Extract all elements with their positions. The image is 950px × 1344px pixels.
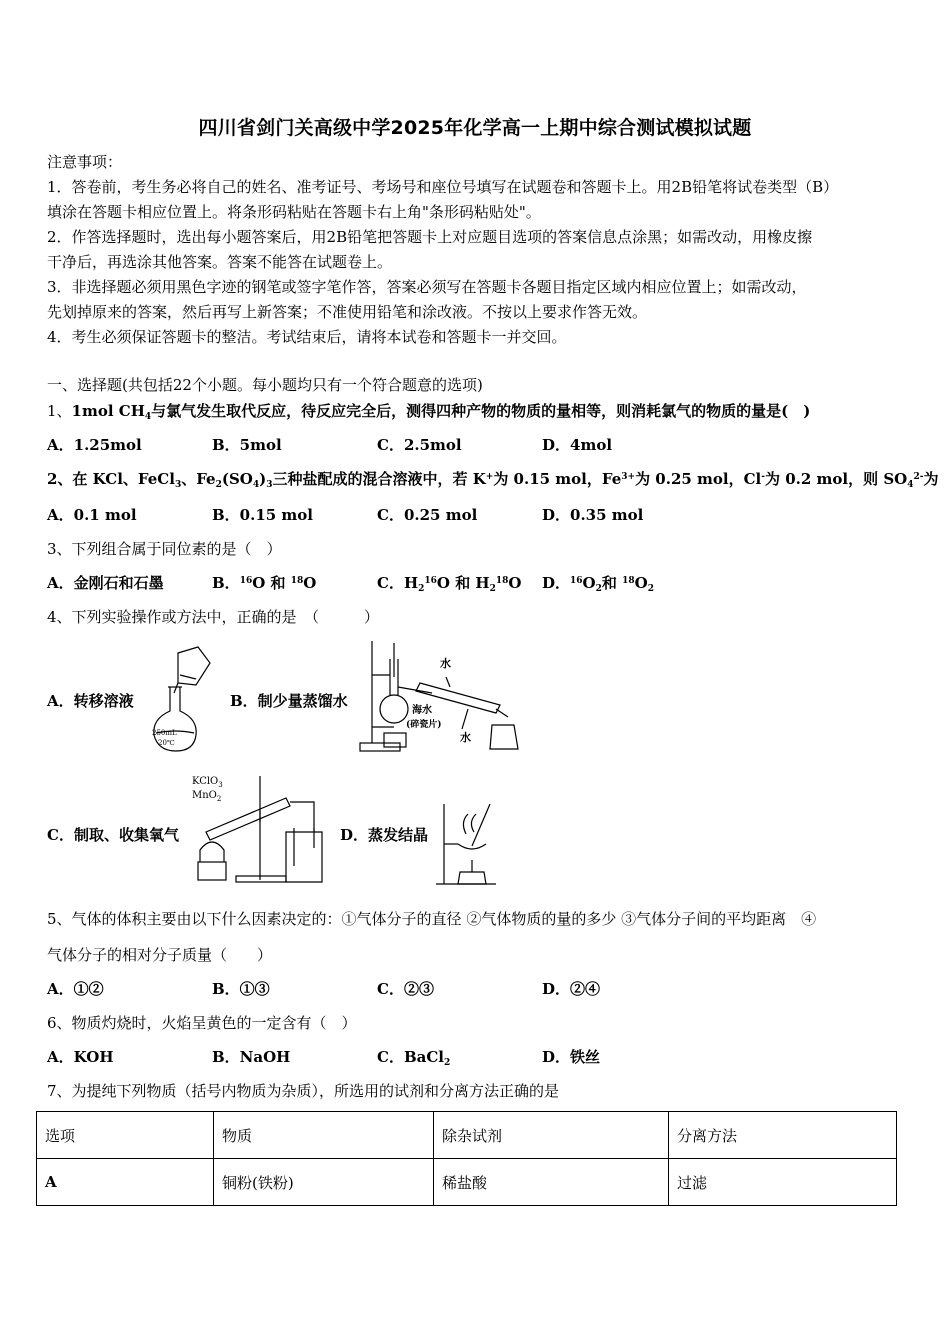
figure-evaporation [434, 800, 498, 886]
question-5-option-b: B．①③ [212, 980, 270, 998]
notice-line: 干净后，再选涂其他答案。答案不能答在试题卷上。 [47, 253, 393, 271]
question-1-option-b: B．5mol [212, 436, 282, 454]
question-6-option-b: B．NaOH [212, 1048, 291, 1066]
svg-text:KClO3: KClO$_3$ [192, 776, 223, 789]
notice-line: 4．考生必须保证答题卡的整洁。考试结束后，请将本试卷和答题卡一并交回。 [47, 328, 567, 346]
notice-line: 2．作答选择题时，选出每小题答案后，用2B铅笔把答题卡上对应题目选项的答案信息点涂黑；如需改动，用橡皮擦 [47, 228, 813, 246]
question-6-stem: 6、物质灼烧时，火焰呈黄色的一定含有（ ） [47, 1014, 357, 1032]
question-5-option-a: A．①② [47, 980, 104, 998]
page-title: 四川省剑门关高级中学2025年化学高一上期中综合测试模拟试题 [198, 117, 752, 139]
notice-line: 填涂在答题卡相应位置上。将条形码粘贴在答题卡右上角"条形码粘贴处"。 [47, 203, 541, 221]
question-5-stem: 5、气体的体积主要由以下什么因素决定的：①气体分子的直径 ②气体物质的量的多少 ③气体分子间的平均距离 ④ [47, 910, 817, 928]
question-1-option-c: C．2.5mol [377, 436, 462, 454]
svg-text:250mL: 250mL [152, 729, 177, 737]
question-1-option-d: D．4mol [542, 436, 613, 454]
notice-line: 1．答卷前，考生务必将自己的姓名、准考证号、考场号和座位号填写在试题卷和答题卡上。用2B铅笔将试卷类型（B） [47, 178, 839, 196]
question-2-stem: 2、在 KCl、FeCl$_3$、$Fe_2(SO_4)_3$三种盐配成的混合溶液中，若 K+为 0.15 mol，$Fe^{3+}$为 0.25 mol，Cl-为 0.2 mol，则 $SO_4^{2-}$为 [47, 470, 939, 490]
question-3-option-a: A．金刚石和石墨 [47, 574, 164, 592]
notice-heading: 注意事项： [47, 153, 123, 171]
figure-oxygen-collection [190, 770, 326, 886]
question-2-option-d: D．0.35 mol [542, 506, 644, 524]
question-5-option-c: C．②③ [377, 980, 434, 998]
table-header-cell: 分离方法 [669, 1112, 897, 1159]
question-6-option-a: A．KOH [47, 1048, 114, 1066]
question-4-stem: 4、下列实验操作或方法中，正确的是 （ ） [47, 608, 380, 626]
table-cell: 稀盐酸 [434, 1159, 669, 1206]
question-1-option-a: A．1.25mol [47, 436, 142, 454]
question-2-option-a: A．0.1 mol [47, 506, 137, 524]
table-row [37, 1159, 897, 1206]
table-cell: 铜粉(铁粉) [214, 1159, 434, 1206]
notice-line: 3．非选择题必须用黑色字迹的钢笔或签字笔作答，答案必须写在答题卡各题目指定区域内相应位置上；如需改动， [47, 278, 807, 296]
question-3-option-b: B．$^{16}$O 和 $^{18}$O [212, 574, 317, 592]
table-header-cell: 除杂试剂 [434, 1112, 669, 1159]
question-4-option-b: B．制少量蒸馏水 [230, 692, 348, 710]
svg-text:20℃: 20℃ [158, 739, 175, 747]
svg-text:(碎瓷片): (碎瓷片) [406, 720, 442, 730]
svg-text:MnO2: MnO$_2$ [192, 790, 222, 803]
question-6-option-c: C．BaCl$_2$ [377, 1048, 451, 1068]
question-3-option-d: D．$^{16}O_2$和 $^{18}O_2$ [542, 574, 654, 594]
question-5-stem-cont: 气体分子的相对分子质量（ ） [47, 946, 273, 964]
question-1-stem: 1、1mol $CH_4$与氯气发生取代反应，待反应完全后，测得四种产物的物质的量相等，则消耗氯气的物质的量是( ) [47, 402, 811, 422]
question-4-option-d: D．蒸发结晶 [340, 826, 429, 844]
question-4-option-a: A．转移溶液 [47, 692, 134, 710]
question-2-option-b: B．0.15 mol [212, 506, 314, 524]
table-cell: A [37, 1159, 214, 1206]
question-2-option-c: C．0.25 mol [377, 506, 478, 524]
svg-text:海水: 海水 [412, 705, 432, 716]
question-3-stem: 3、下列组合属于同位素的是（ ） [47, 540, 282, 558]
table-header-row [37, 1112, 897, 1159]
figure-distillation [356, 637, 534, 757]
table-cell: 过滤 [669, 1159, 897, 1206]
table-header-cell: 选项 [37, 1112, 214, 1159]
figure-transfer-solution [138, 645, 218, 757]
question-3-option-c: C．$H_2^{16}O$ 和 $H_2^{18}O$ [377, 574, 522, 594]
svg-text:水: 水 [460, 731, 471, 744]
question-7-stem: 7、为提纯下列物质（括号内物质为杂质），所选用的试剂和分离方法正确的是 [47, 1082, 560, 1100]
notice-line: 先划掉原来的答案，然后再写上新答案；不准使用铅笔和涂改液。不按以上要求作答无效。 [47, 303, 648, 321]
question-7-table [36, 1111, 897, 1206]
question-5-option-d: D．②④ [542, 980, 601, 998]
question-4-option-c: C．制取、收集氧气 [47, 826, 179, 844]
svg-text:水: 水 [440, 657, 451, 670]
table-header-cell: 物质 [214, 1112, 434, 1159]
section-heading: 一、选择题(共包括22个小题。每小题均只有一个符合题意的选项) [47, 376, 483, 394]
question-6-option-d: D．铁丝 [542, 1048, 601, 1066]
